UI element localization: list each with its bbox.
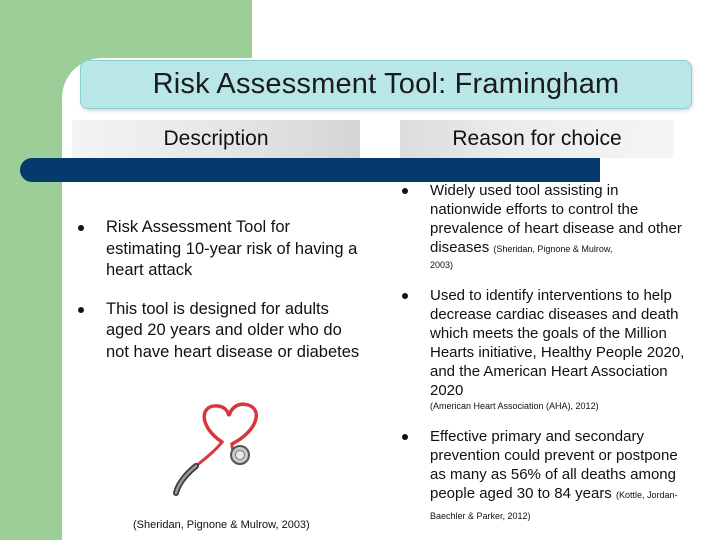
slide-title: Risk Assessment Tool: Framingham [80, 60, 692, 109]
reason-text: Used to identify interventions to help decrease cardiac diseases and death which meets the goals of the Million Hearts initiative, Healthy People 2020, and the American Heart Association 2020 [430, 287, 685, 399]
list-item [402, 181, 687, 272]
description-list [78, 217, 368, 380]
image-caption: (Sheridan, Pignone & Mulrow, 2003) [133, 519, 310, 531]
citation: (American Heart Association (AHA), 2012) [430, 401, 599, 411]
description-header: Description [72, 120, 360, 158]
description-text: Risk Assessment Tool for estimating 10-year risk of having a heart attack [106, 218, 358, 279]
bullet-icon [402, 188, 408, 194]
navy-divider-bar-right [400, 158, 600, 182]
reason-text: Widely used tool assisting in nationwide efforts to control the prevalence of heart disease and other diseases [430, 182, 682, 256]
bullet-icon [402, 434, 408, 440]
citation: 2003) [430, 260, 454, 270]
stethoscope-heart-icon [140, 398, 280, 498]
reason-header: Reason for choice [400, 120, 674, 158]
citation: (Kottle, Jordan-Baechler & Parker, 2012) [430, 490, 678, 521]
bullet-icon [78, 307, 84, 313]
reason-text: Effective primary and secondary prevention could prevent or postpone as many as 56% of all deaths among people aged 30 to 84 years [430, 428, 678, 502]
list-item [402, 286, 687, 413]
list-item [78, 299, 368, 364]
description-text: This tool is designed for adults aged 20 years and older who do not have heart disease or diabetes [106, 299, 360, 361]
bullet-icon [78, 225, 84, 231]
list-item [78, 217, 368, 282]
citation: (Sheridan, Pignone & Mulrow, [493, 244, 613, 254]
reason-list [402, 181, 687, 540]
list-item [402, 427, 687, 526]
bullet-icon [402, 293, 408, 299]
